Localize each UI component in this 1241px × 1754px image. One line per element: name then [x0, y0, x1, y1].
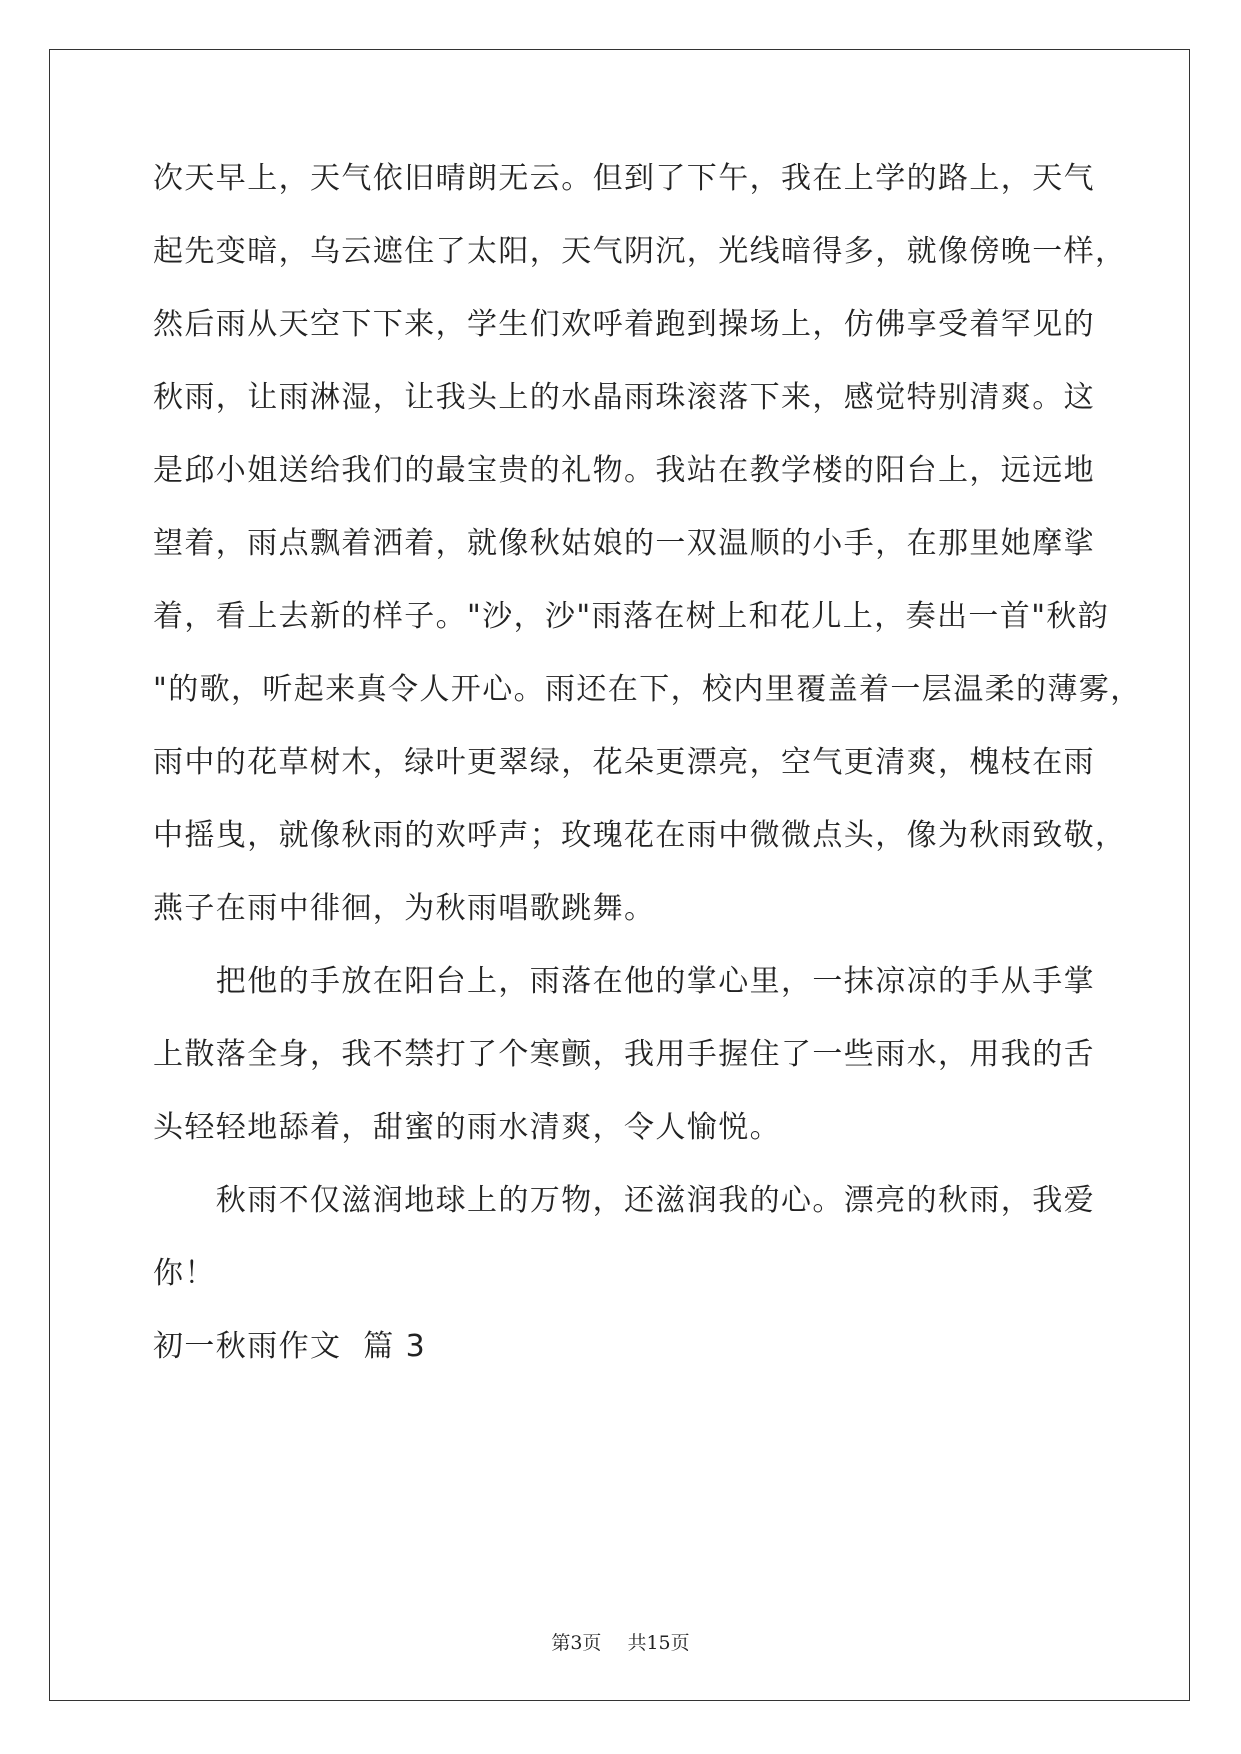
page-footer — [0, 1628, 1241, 1655]
page-border — [49, 49, 1190, 1701]
page-number: 第3页 — [551, 1632, 602, 1654]
page-total: 共15页 — [627, 1632, 690, 1654]
body-line: 次天早上，天气依旧晴朗无云。但到了下午，我在上学的路上，天气 — [153, 161, 1095, 196]
body-line: 头轻轻地舔着，甜蜜的雨水清爽，令人愉悦。 — [153, 1110, 781, 1145]
body-line: 燕子在雨中徘徊，为秋雨唱歌跳舞。 — [153, 891, 656, 926]
body-line: 秋雨不仅滋润地球上的万物，还滋润我的心。漂亮的秋雨，我爱 — [153, 1183, 1095, 1218]
body-line: 是邱小姐送给我们的最宝贵的礼物。我站在教学楼的阳台上，远远地 — [153, 453, 1095, 488]
body-line: 你！ — [153, 1256, 216, 1291]
body-line: 把他的手放在阳台上，雨落在他的掌心里，一抹凉凉的手从手掌 — [153, 964, 1095, 999]
body-line: 起先变暗，乌云遮住了太阳，天气阴沉，光线暗得多，就像傍晚一样， — [153, 234, 1127, 269]
body-line: 上散落全身，我不禁打了个寒颤，我用手握住了一些雨水，用我的舌 — [153, 1037, 1095, 1072]
section-heading: 初一秋雨作文 篇 3 — [153, 1329, 427, 1364]
body-line: 望着，雨点飘着洒着，就像秋姑娘的一双温顺的小手，在那里她摩挲 — [153, 526, 1095, 561]
body-line: 秋雨，让雨淋湿，让我头上的水晶雨珠滚落下来，感觉特别清爽。这 — [153, 380, 1095, 415]
body-line: 着，看上去新的样子。"沙，沙"雨落在树上和花儿上，奏出一首"秋韵 — [153, 599, 1110, 634]
body-line: "的歌，听起来真令人开心。雨还在下，校内里覆盖着一层温柔的薄雾， — [153, 672, 1142, 707]
body-line: 然后雨从天空下下来，学生们欢呼着跑到操场上，仿佛享受着罕见的 — [153, 307, 1095, 342]
body-line: 雨中的花草树木，绿叶更翠绿，花朵更漂亮，空气更清爽，槐枝在雨 — [153, 745, 1095, 780]
body-line: 中摇曳，就像秋雨的欢呼声；玫瑰花在雨中微微点头，像为秋雨致敬， — [153, 818, 1127, 853]
